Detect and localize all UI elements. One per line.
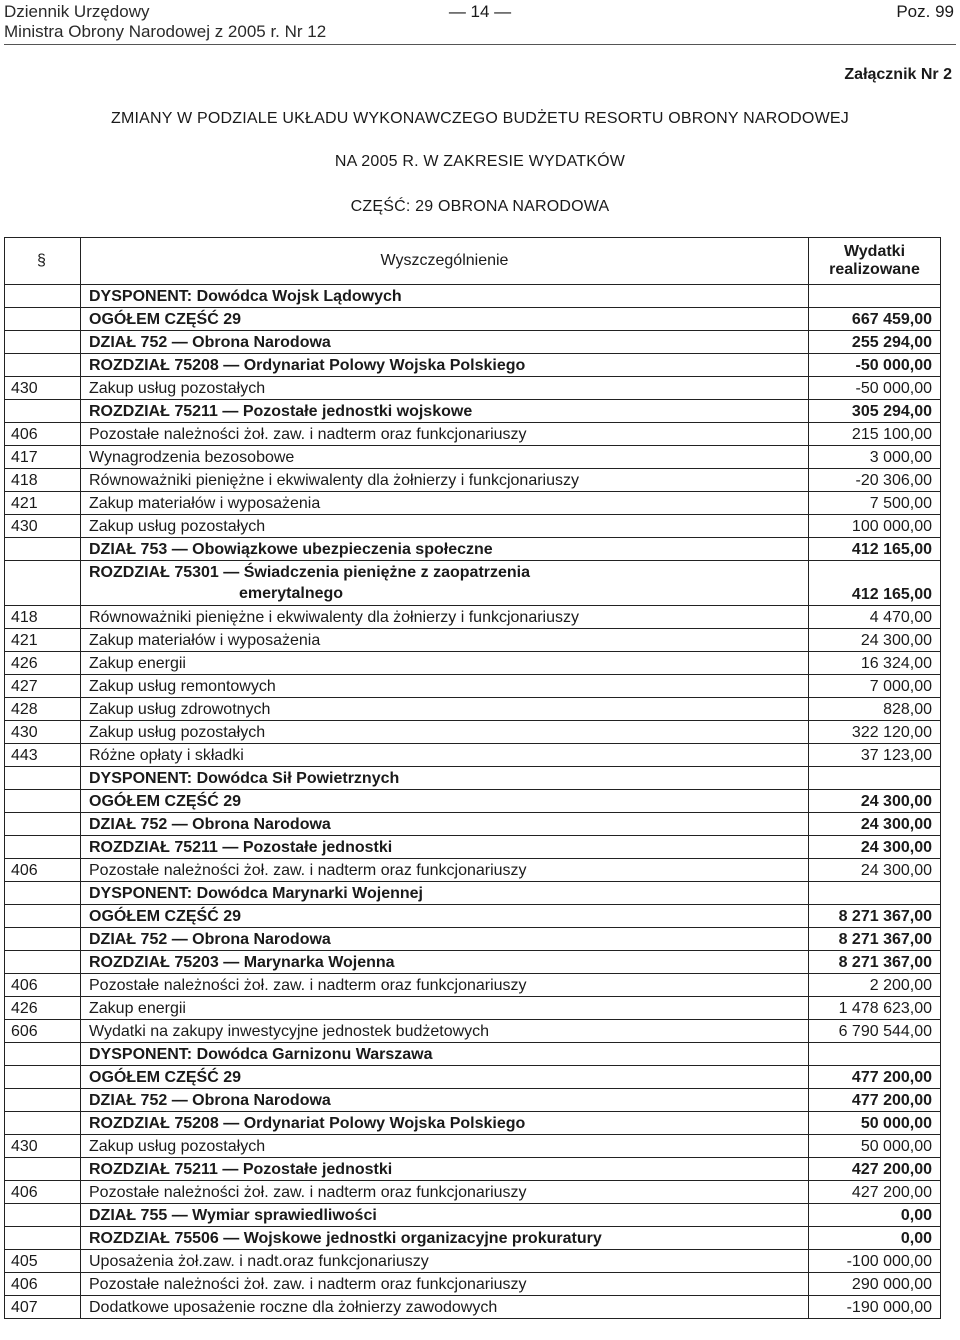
row-paragraph-code: 430	[5, 721, 81, 744]
table-row	[5, 836, 941, 859]
row-paragraph-code	[5, 1089, 81, 1112]
row-description: ROZDZIAŁ 75211 — Pozostałe jednostki	[81, 1158, 809, 1181]
row-paragraph-code	[5, 561, 81, 606]
row-description: Pozostałe należności żoł. zaw. i nadterm oraz funkcjonariuszy	[81, 859, 809, 882]
row-amount	[809, 1043, 941, 1066]
row-amount: 0,00	[809, 1227, 941, 1250]
row-description: Równoważniki pieniężne i ekwiwalenty dla żołnierzy i funkcjonariuszy	[81, 469, 809, 492]
row-amount: 7 000,00	[809, 675, 941, 698]
row-amount: 412 165,00	[809, 561, 941, 606]
row-description: ROZDZIAŁ 75506 — Wojskowe jednostki organizacyjne prokuratury	[81, 1227, 809, 1250]
table-row	[5, 308, 941, 331]
row-amount: -20 306,00	[809, 469, 941, 492]
row-amount: 16 324,00	[809, 652, 941, 675]
row-paragraph-code: 406	[5, 974, 81, 997]
row-description-line1: ROZDZIAŁ 75301 — Świadczenia pieniężne z zaopatrzenia	[89, 564, 531, 581]
row-description: Pozostałe należności żoł. zaw. i nadterm oraz funkcjonariuszy	[81, 974, 809, 997]
row-amount: -50 000,00	[809, 354, 941, 377]
table-row	[5, 1089, 941, 1112]
row-paragraph-code: 406	[5, 1273, 81, 1296]
table-row	[5, 629, 941, 652]
row-paragraph-code	[5, 1043, 81, 1066]
table-row	[5, 1066, 941, 1089]
row-amount: 24 300,00	[809, 790, 941, 813]
row-paragraph-code	[5, 790, 81, 813]
table-row	[5, 859, 941, 882]
row-amount: 0,00	[809, 1204, 941, 1227]
table-row	[5, 767, 941, 790]
journal-issue: Ministra Obrony Narodowej z 2005 r. Nr 12	[4, 22, 327, 41]
row-paragraph-code	[5, 836, 81, 859]
table-row	[5, 331, 941, 354]
row-amount: 1 478 623,00	[809, 997, 941, 1020]
row-paragraph-code	[5, 308, 81, 331]
header-divider	[4, 44, 956, 45]
row-amount: 290 000,00	[809, 1273, 941, 1296]
row-description: DZIAŁ 752 — Obrona Narodowa	[81, 331, 809, 354]
table-row	[5, 928, 941, 951]
row-description: Równoważniki pieniężne i ekwiwalenty dla żołnierzy i funkcjonariuszy	[81, 606, 809, 629]
row-paragraph-code	[5, 354, 81, 377]
row-description: DZIAŁ 755 — Wymiar sprawiedliwości	[81, 1204, 809, 1227]
table-row	[5, 1204, 941, 1227]
row-paragraph-code: 428	[5, 698, 81, 721]
budget-part-title: CZĘŚĆ: 29 OBRONA NARODOWA	[350, 198, 610, 215]
row-description: ROZDZIAŁ 75203 — Marynarka Wojenna	[81, 951, 809, 974]
row-description: Zakup energii	[81, 997, 809, 1020]
row-description: Pozostałe należności żoł. zaw. i nadterm oraz funkcjonariuszy	[81, 1273, 809, 1296]
row-amount: 255 294,00	[809, 331, 941, 354]
table-row	[5, 744, 941, 767]
table-row	[5, 652, 941, 675]
table-row	[5, 974, 941, 997]
row-paragraph-code: 418	[5, 606, 81, 629]
row-description: Zakup energii	[81, 652, 809, 675]
table-row	[5, 882, 941, 905]
table-row	[5, 377, 941, 400]
row-description: Zakup materiałów i wyposażenia	[81, 492, 809, 515]
row-paragraph-code	[5, 1112, 81, 1135]
document-title: ZMIANY W PODZIALE UKŁADU WYKONAWCZEGO BUDŻETU RESORTU OBRONY NARODOWEJ	[111, 110, 849, 127]
row-description: ROZDZIAŁ 75208 — Ordynariat Polowy Wojska Polskiego	[81, 354, 809, 377]
table-row	[5, 1043, 941, 1066]
row-paragraph-code: 421	[5, 629, 81, 652]
table-row	[5, 423, 941, 446]
row-description: DYSPONENT: Dowódca Garnizonu Warszawa	[81, 1043, 809, 1066]
row-amount: -190 000,00	[809, 1296, 941, 1319]
row-amount	[809, 285, 941, 308]
table-row	[5, 698, 941, 721]
row-amount	[809, 882, 941, 905]
row-amount: 215 100,00	[809, 423, 941, 446]
row-paragraph-code	[5, 538, 81, 561]
table-row	[5, 515, 941, 538]
row-amount: 8 271 367,00	[809, 905, 941, 928]
row-paragraph-code	[5, 1066, 81, 1089]
annex-label: Załącznik Nr 2	[844, 66, 952, 83]
row-paragraph-code: 406	[5, 423, 81, 446]
row-amount: 8 271 367,00	[809, 951, 941, 974]
row-amount: 667 459,00	[809, 308, 941, 331]
table-row	[5, 1181, 941, 1204]
table-row	[5, 813, 941, 836]
row-description: Zakup usług remontowych	[81, 675, 809, 698]
row-amount: 8 271 367,00	[809, 928, 941, 951]
header-paragraph: §	[5, 238, 81, 285]
row-amount: 24 300,00	[809, 836, 941, 859]
row-paragraph-code: 421	[5, 492, 81, 515]
table-row	[5, 446, 941, 469]
table-row	[5, 400, 941, 423]
row-description	[81, 561, 809, 606]
row-amount: 305 294,00	[809, 400, 941, 423]
row-amount: 50 000,00	[809, 1135, 941, 1158]
table-row	[5, 354, 941, 377]
row-description: Pozostałe należności żoł. zaw. i nadterm oraz funkcjonariuszy	[81, 1181, 809, 1204]
table-row	[5, 997, 941, 1020]
table-row	[5, 1135, 941, 1158]
row-amount: 24 300,00	[809, 629, 941, 652]
row-amount: 50 000,00	[809, 1112, 941, 1135]
table-row	[5, 790, 941, 813]
row-amount: 2 200,00	[809, 974, 941, 997]
table-row	[5, 1250, 941, 1273]
row-amount: 6 790 544,00	[809, 1020, 941, 1043]
row-amount: 322 120,00	[809, 721, 941, 744]
row-description: Zakup usług pozostałych	[81, 721, 809, 744]
row-amount: -100 000,00	[809, 1250, 941, 1273]
row-paragraph-code	[5, 905, 81, 928]
row-description: OGÓŁEM CZĘŚĆ 29	[81, 905, 809, 928]
row-paragraph-code	[5, 928, 81, 951]
row-description: Zakup usług pozostałych	[81, 515, 809, 538]
row-amount: 477 200,00	[809, 1066, 941, 1089]
table-row	[5, 606, 941, 629]
row-description: DZIAŁ 752 — Obrona Narodowa	[81, 813, 809, 836]
row-description: ROZDZIAŁ 75211 — Pozostałe jednostki wojskowe	[81, 400, 809, 423]
header-amount-line1: Wydatki	[843, 243, 906, 260]
row-description: Różne opłaty i składki	[81, 744, 809, 767]
row-paragraph-code: 443	[5, 744, 81, 767]
row-amount: -50 000,00	[809, 377, 941, 400]
row-paragraph-code: 426	[5, 652, 81, 675]
table-row	[5, 1158, 941, 1181]
position-number: Poz. 99	[896, 2, 954, 21]
budget-table	[4, 237, 941, 1319]
document-subtitle: NA 2005 R. W ZAKRESIE WYDATKÓW	[334, 153, 626, 170]
table-row	[5, 1112, 941, 1135]
table-row	[5, 1020, 941, 1043]
row-description: Uposażenia żoł.zaw. i nadt.oraz funkcjonariuszy	[81, 1250, 809, 1273]
row-paragraph-code: 427	[5, 675, 81, 698]
row-amount	[809, 767, 941, 790]
row-amount: 24 300,00	[809, 859, 941, 882]
table-row	[5, 721, 941, 744]
row-description: Zakup usług zdrowotnych	[81, 698, 809, 721]
table-body	[5, 285, 941, 1319]
row-description: Wydatki na zakupy inwestycyjne jednostek budżetowych	[81, 1020, 809, 1043]
row-description: Zakup materiałów i wyposażenia	[81, 629, 809, 652]
table-row	[5, 469, 941, 492]
row-amount: 427 200,00	[809, 1158, 941, 1181]
row-description: DYSPONENT: Dowódca Marynarki Wojennej	[81, 882, 809, 905]
row-paragraph-code	[5, 331, 81, 354]
row-paragraph-code: 606	[5, 1020, 81, 1043]
row-paragraph-code	[5, 285, 81, 308]
row-description: DZIAŁ 752 — Obrona Narodowa	[81, 928, 809, 951]
row-description: DZIAŁ 753 — Obowiązkowe ubezpieczenia społeczne	[81, 538, 809, 561]
row-paragraph-code: 418	[5, 469, 81, 492]
row-paragraph-code	[5, 1158, 81, 1181]
row-paragraph-code	[5, 400, 81, 423]
row-description: Wynagrodzenia bezosobowe	[81, 446, 809, 469]
table-row	[5, 285, 941, 308]
page-number: — 14 —	[448, 2, 512, 21]
row-amount: 24 300,00	[809, 813, 941, 836]
row-amount: 427 200,00	[809, 1181, 941, 1204]
row-amount: 477 200,00	[809, 1089, 941, 1112]
header-description: Wyszczególnienie	[81, 238, 809, 285]
row-paragraph-code	[5, 1204, 81, 1227]
row-description: Zakup usług pozostałych	[81, 1135, 809, 1158]
row-description: DZIAŁ 752 — Obrona Narodowa	[81, 1089, 809, 1112]
row-description: DYSPONENT: Dowódca Wojsk Lądowych	[81, 285, 809, 308]
row-amount: 412 165,00	[809, 538, 941, 561]
row-amount: 37 123,00	[809, 744, 941, 767]
row-description: OGÓŁEM CZĘŚĆ 29	[81, 308, 809, 331]
row-paragraph-code	[5, 951, 81, 974]
row-description: Pozostałe należności żoł. zaw. i nadterm oraz funkcjonariuszy	[81, 423, 809, 446]
row-paragraph-code: 426	[5, 997, 81, 1020]
row-paragraph-code: 430	[5, 1135, 81, 1158]
row-amount: 100 000,00	[809, 515, 941, 538]
row-description: ROZDZIAŁ 75211 — Pozostałe jednostki	[81, 836, 809, 859]
row-description: OGÓŁEM CZĘŚĆ 29	[81, 790, 809, 813]
table-row	[5, 1273, 941, 1296]
row-description: OGÓŁEM CZĘŚĆ 29	[81, 1066, 809, 1089]
row-paragraph-code: 405	[5, 1250, 81, 1273]
table-row	[5, 905, 941, 928]
row-amount: 828,00	[809, 698, 941, 721]
row-paragraph-code: 430	[5, 515, 81, 538]
row-paragraph-code	[5, 1227, 81, 1250]
table-row	[5, 492, 941, 515]
row-description: Zakup usług pozostałych	[81, 377, 809, 400]
row-paragraph-code: 407	[5, 1296, 81, 1319]
row-paragraph-code: 406	[5, 1181, 81, 1204]
row-paragraph-code: 406	[5, 859, 81, 882]
row-paragraph-code: 417	[5, 446, 81, 469]
journal-title: Dziennik Urzędowy	[4, 2, 150, 21]
header-amount-line2: realizowane	[829, 261, 920, 278]
table-header-row	[5, 238, 941, 285]
row-paragraph-code	[5, 767, 81, 790]
header-amount	[809, 238, 941, 285]
row-description: Dodatkowe uposażenie roczne dla żołnierzy zawodowych	[81, 1296, 809, 1319]
table-row	[5, 675, 941, 698]
row-description: DYSPONENT: Dowódca Sił Powietrznych	[81, 767, 809, 790]
row-paragraph-code: 430	[5, 377, 81, 400]
row-paragraph-code	[5, 813, 81, 836]
row-description: ROZDZIAŁ 75208 — Ordynariat Polowy Wojska Polskiego	[81, 1112, 809, 1135]
table-row	[5, 1296, 941, 1319]
row-amount: 4 470,00	[809, 606, 941, 629]
table-row	[5, 538, 941, 561]
row-amount: 7 500,00	[809, 492, 941, 515]
table-row	[5, 951, 941, 974]
table-row	[5, 1227, 941, 1250]
row-amount: 3 000,00	[809, 446, 941, 469]
table-row	[5, 561, 941, 606]
row-description-line2: emerytalnego	[239, 585, 344, 602]
row-paragraph-code	[5, 882, 81, 905]
